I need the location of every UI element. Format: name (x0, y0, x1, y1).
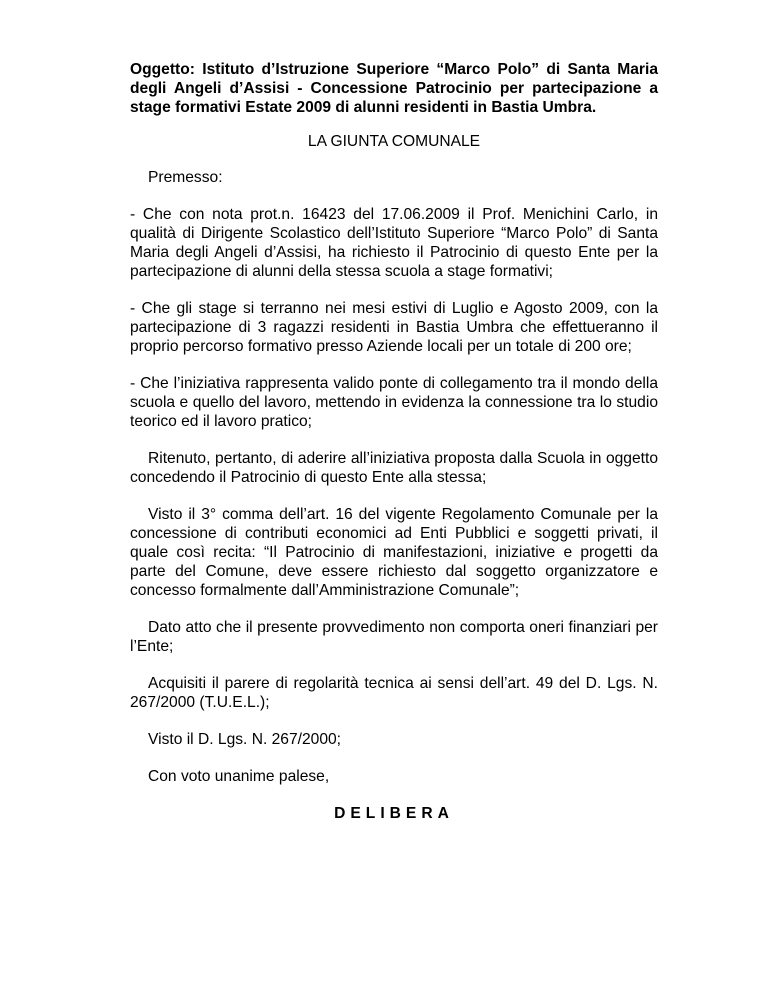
dato-atto-paragraph: Dato atto che il presente provvedimento non comporta oneri finanziari per l’Ente; (130, 619, 658, 655)
premise-paragraph-3: - Che l’iniziativa rappresenta valido ponte di collegamento tra il mondo della scuola e quello del lavoro, mettendo in evidenza la connessione tra lo studio teorico ed il lavoro pratico; (130, 375, 658, 430)
voto-paragraph: Con voto unanime palese, (148, 768, 330, 785)
ritenuto-paragraph: Ritenuto, pertanto, di aderire all’iniziativa proposta dalla Scuola in oggetto concedendo il Patrocinio di questo Ente alla stessa; (130, 450, 658, 486)
visto-regolamento-paragraph: Visto il 3° comma dell’art. 16 del vigente Regolamento Comunale per la concessione di contributi economici ad Enti Pubblici e soggetti privati, il quale così recita: “Il Patrocinio di manifestazioni, iniziative e progetti da parte del Comune, deve essere richiesto dal soggetto organizzatore e concesso formalmente dall’Amministrazione Comunale”; (130, 506, 658, 599)
acquisiti-paragraph: Acquisiti il parere di regolarità tecnica ai sensi dell’art. 49 del D. Lgs. N. 267/2000 (T.U.E.L.); (130, 675, 658, 711)
document-subject: Oggetto: Istituto d’Istruzione Superiore “Marco Polo” di Santa Maria degli Angeli d’Assisi - Concessione Patrocinio per partecipazione a stage formativi Estate 2009 di alunni residenti in Bastia Umbra. (130, 61, 658, 116)
council-heading: LA GIUNTA COMUNALE (307, 133, 481, 150)
premise-paragraph-2: - Che gli stage si terranno nei mesi estivi di Luglio e Agosto 2009, con la partecipazione di 3 ragazzi residenti in Bastia Umbra che effettueranno il proprio percorso formativo presso Aziende locali per un totale di 200 ore; (130, 300, 658, 355)
premise-paragraph-1: - Che con nota prot.n. 16423 del 17.06.2009 il Prof. Menichini Carlo, in qualità di Dirigente Scolastico dell’Istituto Superiore “Marco Polo” di Santa Maria degli Angeli d’Assisi, ha richiesto il Patrocinio di questo Ente per la partecipazione di alunni della stessa scuola a stage formativi; (130, 206, 658, 280)
document-page (130, 60, 658, 823)
premesso-label: Premesso: (148, 169, 223, 186)
delibera-heading: DELIBERA (334, 805, 454, 822)
visto-dlgs-paragraph: Visto il D. Lgs. N. 267/2000; (148, 731, 342, 748)
